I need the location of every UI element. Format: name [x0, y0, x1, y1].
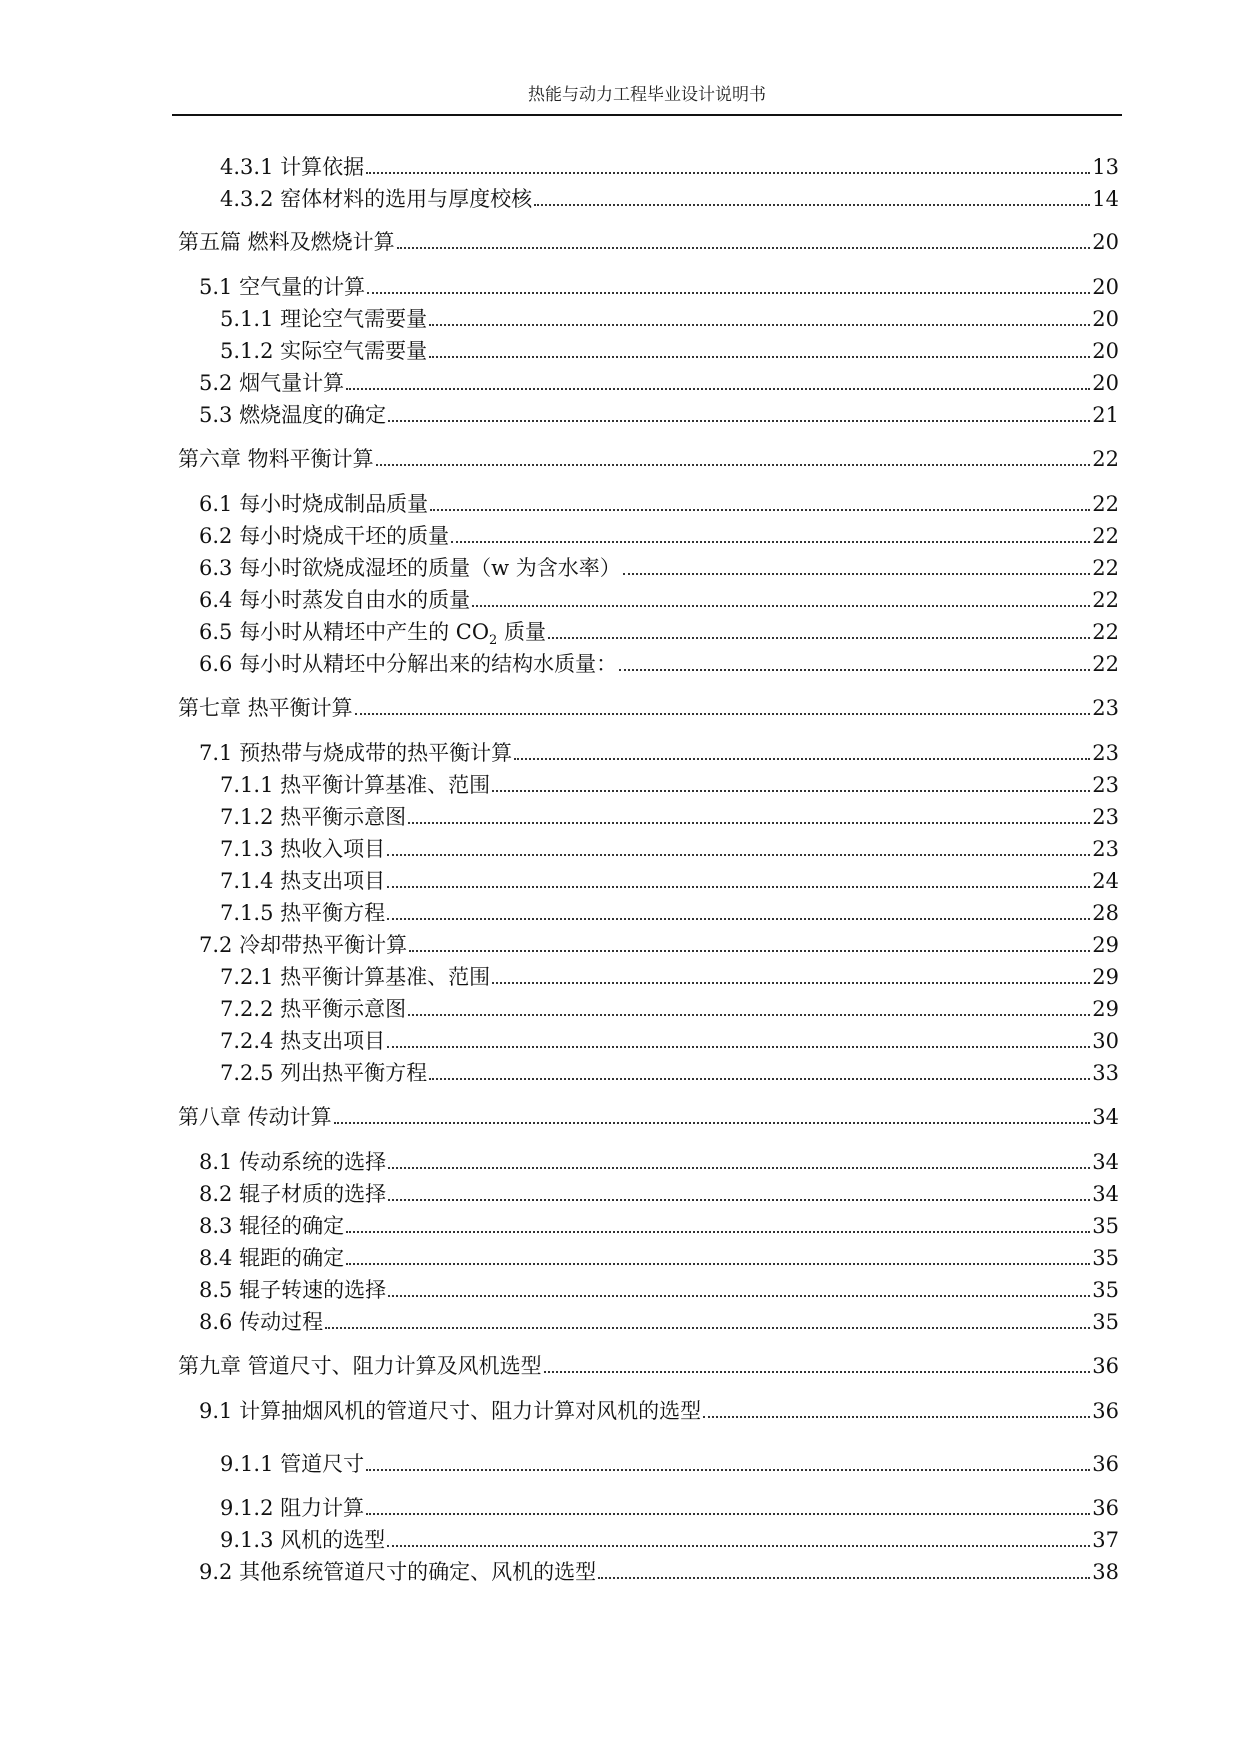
toc-entry[interactable] [220, 1523, 1119, 1553]
toc-entry-page: 23 [1092, 805, 1119, 829]
toc-entry[interactable] [220, 768, 1119, 798]
toc-entry-label: 8.3 辊径的确定 [199, 1214, 345, 1238]
dot-leader [408, 822, 1090, 824]
toc-entry-label: 第九章 管道尺寸、阻力计算及风机选型 [178, 1354, 542, 1378]
toc-entry-page: 35 [1092, 1246, 1119, 1270]
toc-entry-page: 20 [1092, 275, 1119, 299]
toc-entry[interactable] [199, 615, 1119, 649]
toc-entry[interactable] [220, 864, 1119, 894]
toc-entry-label: 5.1 空气量的计算 [199, 275, 366, 299]
toc-entry-page: 22 [1092, 556, 1119, 580]
toc-entry-page: 36 [1092, 1452, 1119, 1476]
toc-entry-label: 9.1.2 阻力计算 [220, 1496, 365, 1520]
toc-entry[interactable] [199, 1241, 1119, 1271]
toc-entry[interactable] [199, 928, 1119, 958]
toc-entry[interactable] [220, 182, 1119, 212]
toc-entry-label: 第八章 传动计算 [178, 1105, 332, 1129]
toc-entry-label: 第六章 物料平衡计算 [178, 447, 374, 471]
toc-entry[interactable] [199, 647, 1119, 677]
toc-entry[interactable] [220, 832, 1119, 862]
toc-entry[interactable] [199, 1273, 1119, 1303]
dot-leader [619, 669, 1090, 671]
toc-entry-page: 37 [1092, 1528, 1119, 1552]
toc-entry-page: 35 [1092, 1214, 1119, 1238]
toc-entry-label: 4.3.1 计算依据 [220, 155, 365, 179]
toc-entry-page: 29 [1092, 965, 1119, 989]
dot-leader [376, 464, 1091, 466]
toc-entry-page: 28 [1092, 901, 1119, 925]
toc-entry[interactable] [220, 1447, 1119, 1477]
toc-entry-label: 8.6 传动过程 [199, 1310, 324, 1334]
toc-entry-label: 8.5 辊子转速的选择 [199, 1278, 387, 1302]
toc-entry-page: 22 [1092, 652, 1119, 676]
toc-entry-label [199, 619, 546, 649]
toc-entry[interactable] [199, 551, 1119, 581]
toc-entry-page: 30 [1092, 1029, 1119, 1053]
dot-leader [429, 1078, 1090, 1080]
toc-entry-label: 6.4 每小时蒸发自由水的质量 [199, 588, 471, 612]
dot-leader [472, 605, 1090, 607]
toc-entry-label: 7.1.4 热支出项目 [220, 869, 386, 893]
toc-entry-page: 36 [1092, 1496, 1119, 1520]
toc-entry[interactable] [220, 896, 1119, 926]
dot-leader [451, 541, 1090, 543]
toc-entry-page: 22 [1092, 524, 1119, 548]
dot-leader [355, 713, 1091, 715]
dot-leader [366, 1513, 1090, 1515]
dot-leader [492, 790, 1090, 792]
dot-leader [334, 1122, 1091, 1124]
toc-entry-page: 23 [1092, 696, 1119, 720]
dot-leader [703, 1416, 1090, 1418]
dot-leader [544, 1371, 1091, 1373]
toc-entry-label: 5.2 烟气量计算 [199, 371, 345, 395]
toc-entry-label: 9.1.1 管道尺寸 [220, 1452, 365, 1476]
document-title: 热能与动力工程毕业设计说明书 [528, 85, 766, 105]
toc-entry-label: 第五篇 燃料及燃烧计算 [178, 230, 395, 254]
toc-entry-label-suffix: 质量 [497, 620, 546, 644]
toc-entry-label: 6.6 每小时从精坯中分解出来的结构水质量： [199, 652, 618, 676]
toc-entry-page: 14 [1092, 187, 1119, 211]
dot-leader [388, 1167, 1090, 1169]
toc-entry-label: 7.2 冷却带热平衡计算 [199, 933, 408, 957]
toc-entry-page: 34 [1092, 1182, 1119, 1206]
dot-leader [430, 509, 1090, 511]
dot-leader [408, 1014, 1090, 1016]
toc-entry-label: 5.1.2 实际空气需要量 [220, 339, 428, 363]
toc-entry-label: 9.1.3 风机的选型 [220, 1528, 386, 1552]
dot-leader [387, 918, 1090, 920]
toc-entry-page: 23 [1092, 773, 1119, 797]
toc-entry-page: 29 [1092, 997, 1119, 1021]
toc-entry-label: 9.1 计算抽烟风机的管道尺寸、阻力计算对风机的选型 [199, 1399, 702, 1423]
toc-entry-label: 6.1 每小时烧成制品质量 [199, 492, 429, 516]
toc-entry[interactable] [199, 519, 1119, 549]
toc-entry-page: 23 [1092, 741, 1119, 765]
dot-leader [387, 854, 1090, 856]
dot-leader [366, 1469, 1090, 1471]
toc-entry-page: 34 [1092, 1150, 1119, 1174]
toc-chapter[interactable] [178, 1100, 1119, 1130]
toc-entry[interactable] [199, 1209, 1119, 1239]
toc-chapter[interactable] [178, 225, 1119, 255]
toc-entry-page: 36 [1092, 1399, 1119, 1423]
toc-entry-label: 8.2 辊子材质的选择 [199, 1182, 387, 1206]
toc-entry-label: 5.3 燃烧温度的确定 [199, 403, 387, 427]
toc-entry[interactable] [199, 1145, 1119, 1175]
toc-entry[interactable] [199, 736, 1119, 766]
toc-entry-label: 7.2.5 列出热平衡方程 [220, 1061, 428, 1085]
dot-leader [388, 420, 1090, 422]
toc-entry-label-text: 6.5 每小时从精坯中产生的 CO [199, 620, 490, 644]
toc-entry-label: 8.1 传动系统的选择 [199, 1150, 387, 1174]
toc-entry-page: 20 [1092, 339, 1119, 363]
toc-entry[interactable] [220, 302, 1119, 332]
dot-leader [548, 637, 1090, 639]
dot-leader [429, 324, 1090, 326]
toc-entry-page: 20 [1092, 371, 1119, 395]
toc-entry-page: 22 [1092, 447, 1119, 471]
toc-entry[interactable] [199, 1305, 1119, 1335]
toc-entry-label: 6.3 每小时欲烧成湿坯的质量（w 为含水率） [199, 556, 621, 580]
toc-entry-page: 22 [1092, 492, 1119, 516]
toc-entry-page: 13 [1092, 155, 1119, 179]
toc-chapter[interactable] [178, 691, 1119, 721]
toc-chapter[interactable] [178, 442, 1119, 472]
toc-entry-label: 第七章 热平衡计算 [178, 696, 353, 720]
dot-leader [346, 1231, 1090, 1233]
dot-leader [325, 1327, 1090, 1329]
toc-entry-label: 4.3.2 窑体材料的选用与厚度校核 [220, 187, 533, 211]
toc-entry[interactable] [199, 398, 1119, 428]
dot-leader [514, 758, 1090, 760]
toc-entry-page: 35 [1092, 1310, 1119, 1334]
toc-entry[interactable] [220, 1056, 1119, 1086]
dot-leader [388, 1199, 1090, 1201]
toc-entry[interactable] [199, 487, 1119, 517]
dot-leader [623, 573, 1091, 575]
dot-leader [409, 950, 1090, 952]
toc-chapter[interactable] [178, 1349, 1119, 1379]
dot-leader [346, 388, 1090, 390]
dot-leader [387, 1046, 1090, 1048]
dot-leader [366, 172, 1090, 174]
toc-entry-label: 5.1.1 理论空气需要量 [220, 307, 428, 331]
toc-entry[interactable] [220, 800, 1119, 830]
toc-entry-label: 7.2.1 热平衡计算基准、范围 [220, 965, 491, 989]
toc-entry-label: 7.1 预热带与烧成带的热平衡计算 [199, 741, 513, 765]
dot-leader [388, 1295, 1090, 1297]
toc-entry[interactable] [199, 1177, 1119, 1207]
toc-entry[interactable] [220, 992, 1119, 1022]
dot-leader [387, 886, 1090, 888]
toc-entry[interactable] [199, 366, 1119, 396]
toc-entry-page: 21 [1092, 403, 1119, 427]
dot-leader [429, 356, 1090, 358]
toc-entry[interactable] [220, 1491, 1119, 1521]
toc-entry-page: 20 [1092, 307, 1119, 331]
toc-entry-page: 24 [1092, 869, 1119, 893]
toc-entry[interactable] [199, 1394, 1119, 1424]
dot-leader [534, 204, 1090, 206]
toc-entry-page: 38 [1092, 1560, 1119, 1584]
toc-entry[interactable] [199, 583, 1119, 613]
toc-entry-label: 8.4 辊距的确定 [199, 1246, 345, 1270]
toc-entry-page: 29 [1092, 933, 1119, 957]
toc-entry-page: 36 [1092, 1354, 1119, 1378]
dot-leader [397, 247, 1091, 249]
dot-leader [387, 1545, 1090, 1547]
toc-entry-label: 7.1.3 热收入项目 [220, 837, 386, 861]
toc-entry-label: 9.2 其他系统管道尺寸的确定、风机的选型 [199, 1560, 597, 1584]
toc-entry[interactable] [199, 270, 1119, 300]
toc-entry[interactable] [220, 334, 1119, 364]
toc-entry-page: 20 [1092, 230, 1119, 254]
toc-entry-label: 7.2.4 热支出项目 [220, 1029, 386, 1053]
dot-leader [598, 1577, 1090, 1579]
toc-entry-label: 7.1.2 热平衡示意图 [220, 805, 407, 829]
toc-entry-page: 23 [1092, 837, 1119, 861]
toc-entry-page: 35 [1092, 1278, 1119, 1302]
toc-entry[interactable] [220, 150, 1119, 180]
dot-leader [346, 1263, 1090, 1265]
toc-entry-label: 7.1.1 热平衡计算基准、范围 [220, 773, 491, 797]
toc-entry-page: 22 [1092, 588, 1119, 612]
toc-entry-label: 7.2.2 热平衡示意图 [220, 997, 407, 1021]
toc-entry-label: 7.1.5 热平衡方程 [220, 901, 386, 925]
toc-entry[interactable] [199, 1555, 1119, 1585]
dot-leader [492, 982, 1090, 984]
toc-entry[interactable] [220, 1024, 1119, 1054]
dot-leader [367, 292, 1090, 294]
toc-entry-page: 34 [1092, 1105, 1119, 1129]
co2-subscript: 2 [489, 633, 498, 649]
toc-entry-page: 22 [1092, 620, 1119, 644]
toc-entry-page: 33 [1092, 1061, 1119, 1085]
toc-entry-label: 6.2 每小时烧成干坯的质量 [199, 524, 450, 548]
toc-entry[interactable] [220, 960, 1119, 990]
